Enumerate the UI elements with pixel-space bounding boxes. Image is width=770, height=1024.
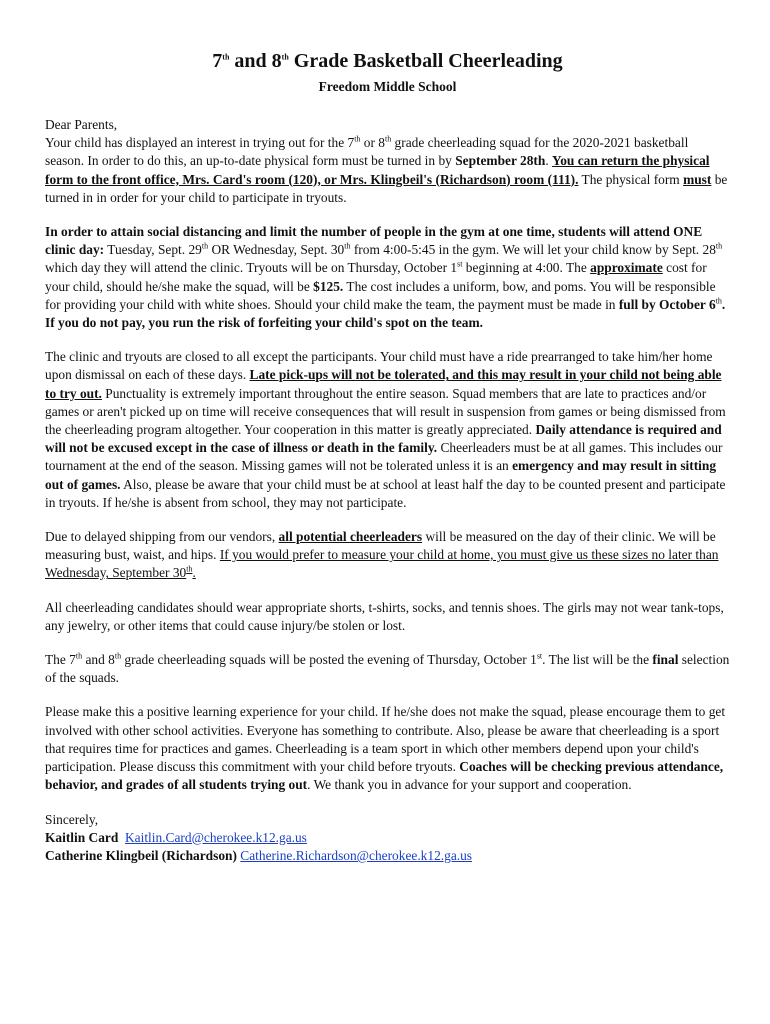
salutation: Dear Parents,: [45, 117, 118, 132]
email-link[interactable]: Catherine.Richardson@cherokee.k12.ga.us: [240, 848, 473, 864]
signature-line: [45, 847, 730, 866]
signer-name: Kaitlin Card: [45, 829, 119, 845]
paragraph-physical-form: Your child has displayed an interest in trying out for the 7th or 8th grade cheerleading squad for the 2020-2021 basketball season. In order to do this, an up-to-date physical form must be turned in by September 28th. You can return the physical form to the front office, Mrs. Card's room (120), or Mrs. Klingbeil's (Richardson) room (111). The physical form must be turned in in order for your child to participate in tryouts.: [45, 134, 728, 205]
paragraph-expectations: Please make this a positive learning experience for your child. If he/she does not make the squad, please encourage them to get involved with other school activities. Everyone has something to contribute. Also, please be aware that cheerleading is a sport that requires time for practices and games. Cheerleading is a team sport in which other members depend upon your child's participation. Please discuss this commitment with your child before tryouts. Coaches will be checking previous attendance, behavior, and grades of all students trying out. We thank you in advance for your support and cooperation.: [45, 704, 726, 793]
letter-page: [45, 48, 730, 866]
paragraph-attire: All cheerleading candidates should wear appropriate shorts, t-shirts, socks, and tennis shoes. The girls may not wear tank-tops, any jewelry, or other items that could cause injury/be stolen or lost.: [45, 599, 724, 633]
email-link[interactable]: Kaitlin.Card@cherokee.k12.ga.us: [125, 829, 307, 845]
paragraph-squad-posting: The 7th and 8th grade cheerleading squads will be posted the evening of Thursday, October 1st. The list will be the final selection of the squads.: [45, 651, 730, 686]
signature-line: [45, 829, 730, 848]
signer-name: Catherine Klingbeil (Richardson): [45, 848, 237, 864]
closing: Sincerely,: [45, 811, 99, 827]
paragraph-clinic-days: In order to attain social distancing and limit the number of people in the gym at one time, students will attend ONE clinic day: Tuesday, Sept. 29th OR Wednesday, Sept. 30th from 4:00-5:45 in the gym. We will let your child know by Sept. 28th which day they will attend the clinic. Tryouts will be on Thursday, October 1st beginning at 4:00. The approximate cost for your child, should he/she make the squad, will be $125. The cost includes a uniform, bow, and poms. You will be responsible for providing your child with white shoes. Should your child make the team, the payment must be made in full by October 6th. If you do not pay, you run the risk of forfeiting your child's spot on the team.: [45, 224, 726, 331]
school-name: Freedom Middle School: [318, 79, 457, 94]
paragraph-measurements: Due to delayed shipping from our vendors, all potential cheerleaders will be measured on the day of their clinic. We will be measuring bust, waist, and hips. If you would prefer to measure your child at home, you must give us these sizes no later than Wednesday, September 30th.: [45, 529, 719, 581]
page-title: 7th and 8th Grade Basketball Cheerleading: [212, 50, 563, 72]
paragraph-attendance-rules: The clinic and tryouts are closed to all except the participants. Your child must have a ride prearranged to take him/her home upon dismissal on each of these days. Late pick-ups will not be tolerated, and this may result in your child not being able to try out. Punctuality is extremely important throughout the entire season. Squad members that are late to practices and/or games or aren't picked up on time will receive consequences that will result in suspension from games or being dismissed from the cheerleading program altogether. Your cooperation in this matter is greatly appreciated. Daily attendance is required and will not be excused except in the case of illness or death in the family. Cheerleaders must be at all games. This includes our tournament at the end of the season. Missing games will not be tolerated unless it is an emergency and may result in sitting out of games. Also, please be aware that your child must be at school at least half the day to be counted present and participate in tryouts. If he/she is absent from school, they may not participate.: [45, 349, 726, 510]
